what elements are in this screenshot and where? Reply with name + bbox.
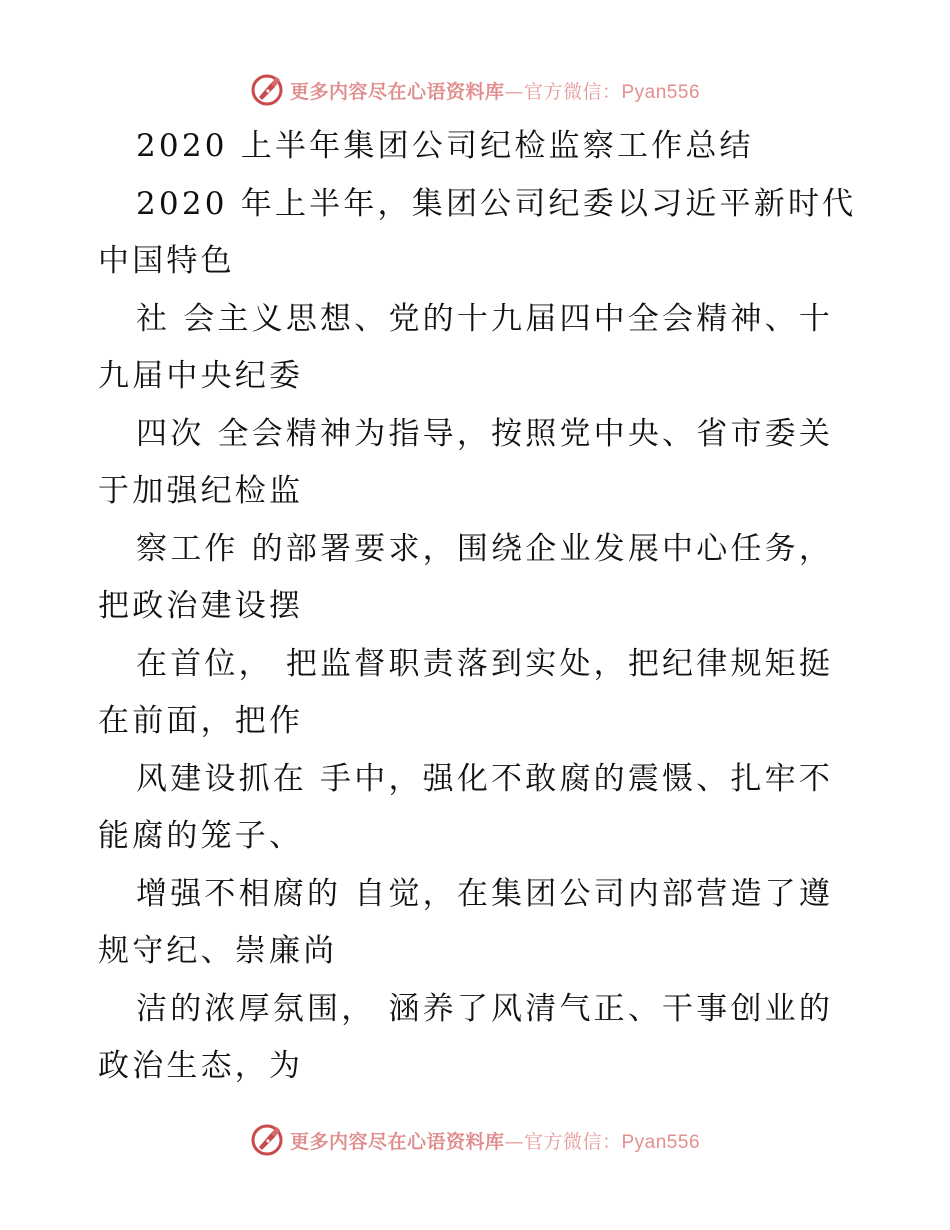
banner-slogan: 更多内容尽在心语资料库 (289, 80, 505, 103)
paragraph-line: 2020 年上半年，集团公司纪委以习近平新时代 (136, 185, 857, 222)
document-title: 2020 上半年集团公司纪检监察工作总结 (136, 128, 754, 164)
header-banner-inner (250, 73, 700, 107)
banner-separator: — (504, 80, 524, 103)
paragraph-line: 规守纪、崇廉尚 (98, 933, 338, 969)
document-body (98, 118, 857, 1096)
paragraph-line: 四次 全会精神为指导，按照党中央、省市委关 (136, 415, 834, 452)
footer-banner-inner (250, 1123, 700, 1157)
paragraph-line: 能腐的笼子、 (98, 818, 304, 854)
paragraph-line: 风建设抓在 手中，强化不敢腐的震慑、扎牢不 (136, 760, 834, 797)
paragraph-line: 政治生态，为 (98, 1048, 304, 1084)
paragraph-line: 在首位， 把监督职责落到实处，把纪律规矩挺 (136, 645, 834, 682)
banner-wechat-label: 官方微信： (523, 1130, 622, 1153)
header-banner-text (290, 77, 700, 104)
footer-banner (0, 1118, 950, 1162)
paragraph-line: 增强不相腐的 自觉，在集团公司内部营造了遵 (136, 875, 834, 912)
paragraph-line: 社 会主义思想、党的十九届四中全会精神、十 (136, 300, 834, 337)
banner-wechat-id: Pyan556 (621, 1131, 701, 1153)
paragraph-line: 把政治建设摆 (98, 588, 304, 624)
paragraph-line: 于加强纪检监 (98, 473, 304, 509)
pen-nib-logo-icon (250, 1123, 284, 1157)
banner-slogan: 更多内容尽在心语资料库 (289, 1130, 505, 1153)
header-banner (0, 68, 950, 112)
banner-wechat-label: 官方微信： (523, 80, 622, 103)
paragraph-line: 在前面，把作 (98, 703, 304, 739)
footer-banner-text (290, 1127, 700, 1154)
pen-nib-logo-icon (250, 73, 284, 107)
paragraph-line: 察工作 的部署要求，围绕企业发展中心任务， (136, 530, 834, 567)
paragraph-line: 洁的浓厚氛围， 涵养了风清气正、干事创业的 (136, 990, 834, 1027)
banner-wechat-id: Pyan556 (621, 81, 701, 103)
paragraph-line: 中国特色 (98, 243, 235, 279)
paragraph-line: 九届中央纪委 (98, 358, 304, 394)
banner-separator: — (504, 1130, 524, 1153)
